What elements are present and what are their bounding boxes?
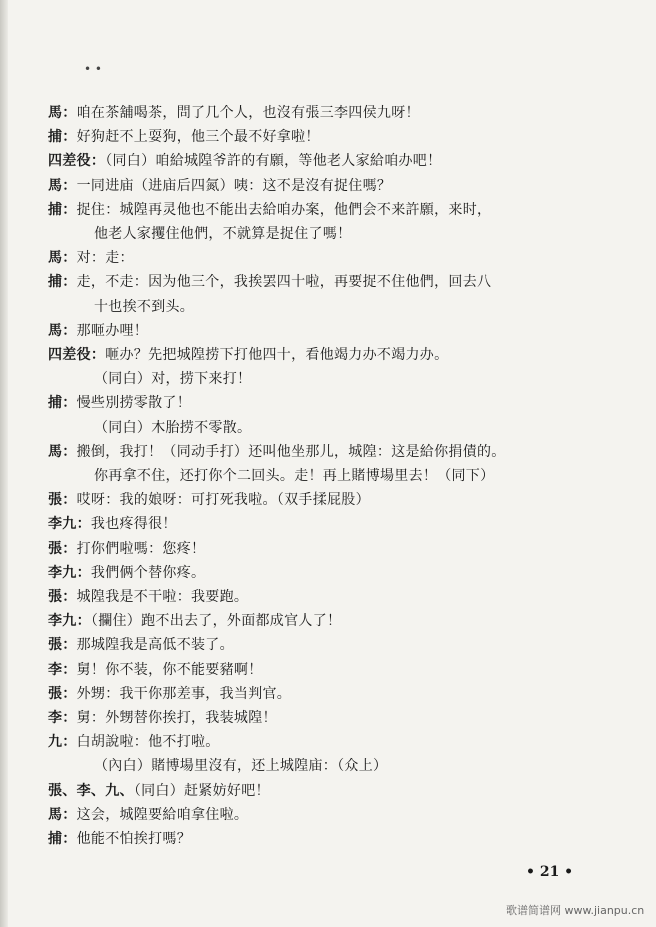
script-line [48,177,391,195]
script-line [48,564,205,582]
script-line [48,201,491,219]
line-text: （攔住）跑不出去了，外面都成官人了！ [90,613,342,630]
line-text: （同白）木胎捞不零散。 [94,419,252,436]
line-text: 对：走： [76,250,134,267]
script-line [94,298,194,316]
script-line [94,419,251,437]
script-line [48,104,420,122]
script-line [48,636,234,654]
line-text: 好狗赶不上耍狗，他三个最不好拿啦！ [76,129,320,146]
speaker-label: 李九： [48,613,91,630]
speaker-label: 馬： [48,806,77,823]
script-line [48,661,263,679]
script-line [48,588,248,606]
script-line [48,249,134,267]
speaker-label: 捕： [48,274,77,291]
script-line [94,467,494,485]
line-text: 那咂办哩！ [76,322,149,339]
line-text: 他能不怕挨打嗎？ [76,831,192,847]
speaker-label: 捕： [48,201,77,218]
script-line [48,709,277,727]
speaker-label: 馬： [48,443,77,460]
line-text: 你再拿不住，还打你个二回头。走！再上賭博場里去！（同下） [94,468,495,484]
speaker-label: 四差役： [48,153,106,170]
script-line [48,733,220,751]
script-line [48,273,491,291]
speaker-label: 張： [48,685,77,702]
speaker-label: 馬： [48,322,77,339]
speaker-label: 九： [48,734,77,751]
line-text: 这会，城隍要給咱拿住啦。 [76,806,249,823]
speaker-label: 李： [48,661,77,678]
line-text: 十也挨不到头。 [94,298,195,315]
speaker-label: 馬： [48,250,77,267]
line-text: 我也疼得很！ [90,516,177,533]
watermark-text: 歌谱简谱网 www.jianpu.cn [506,904,645,917]
line-text: 他老人家攫住他們，不就算是捉住了嗎！ [94,226,352,242]
speaker-label: 張： [48,589,77,605]
speaker-label: 馬： [48,177,77,194]
line-text: （同白）咱給城隍爷許的有願，等他老人家給咱办吧！ [105,153,442,170]
line-text: （內白）賭博場里沒有，还上城隍庙：（众上） [94,758,388,775]
line-text: 我們俩个替你疼。 [90,564,206,581]
speaker-label: 張： [48,540,77,557]
line-text: 哎呀：我的娘呀：可打死我啦。（双手揉屁股） [76,492,370,509]
line-text: 慢些別捞零散了！ [76,395,192,412]
script-line [48,443,506,461]
script-line [48,685,291,703]
line-text: （同白）赶紧妨好吧！ [133,782,270,799]
script-line [48,394,191,412]
speaker-label: 李九： [48,516,91,533]
line-text: 咂办？先把城隍捞下打他四十，看他竭力办不竭力办。 [105,347,449,363]
speaker-label: 李九： [48,564,91,581]
line-text: 舅！你不装，你不能要豬啊！ [76,661,263,678]
line-text: 舅：外甥替你挨打，我装城隍！ [76,710,277,726]
script-line [48,128,320,146]
line-text: 城隍我是不干啦：我要跑。 [76,589,249,605]
line-text: 咱在茶舖喝茶，問了几个人，也沒有張三李四侯九呀！ [76,105,420,121]
script-line [48,612,341,630]
line-text: （同白）对，捞下来打！ [94,371,252,388]
speaker-label: 四差役： [48,347,106,363]
line-text: 一同进庙（进庙后四氮）咦：这不是沒有捉住嗎？ [76,177,392,194]
script-line [48,540,205,558]
speaker-label: 馬： [48,105,77,121]
script-line [94,757,387,775]
page-edge-shadow [0,0,8,927]
script-line [94,225,351,243]
line-text: 捉住：城隍再灵他也不能出去給咱办案，他們会不来許願，来时， [76,201,492,218]
line-text: 那城隍我是高低不装了。 [76,637,234,654]
script-line [48,152,441,170]
script-line [48,806,248,824]
speaker-label: 張： [48,492,77,509]
script-line [48,491,370,509]
line-text: 白胡說啦：他不打啦。 [76,734,220,751]
line-text: 搬倒，我打！（同动手打）还叫他坐那儿，城隍：这是給你捐債的。 [76,443,506,460]
line-text: 外甥：我干你那差事，我当判官。 [76,685,292,702]
script-line [94,370,251,388]
speaker-label: 張： [48,637,77,654]
script-line [48,830,191,848]
speaker-label: 李： [48,710,77,726]
script-line [48,322,148,340]
speaker-label: 捕： [48,129,77,146]
speaker-label: 捕： [48,395,77,412]
script-line [48,782,270,800]
line-text: 打你們啦嗎：您疼！ [76,540,206,557]
line-text: 走，不走：因为他三个，我挨罢四十啦，再要捉不住他們，回去八 [76,274,492,291]
speaker-label: 張、李、九、 [48,782,134,799]
page-number: • 21 • [526,864,574,880]
script-line [48,515,177,533]
corner-mark: • • [84,62,102,76]
script-line [48,346,448,364]
speaker-label: 捕： [48,831,77,847]
